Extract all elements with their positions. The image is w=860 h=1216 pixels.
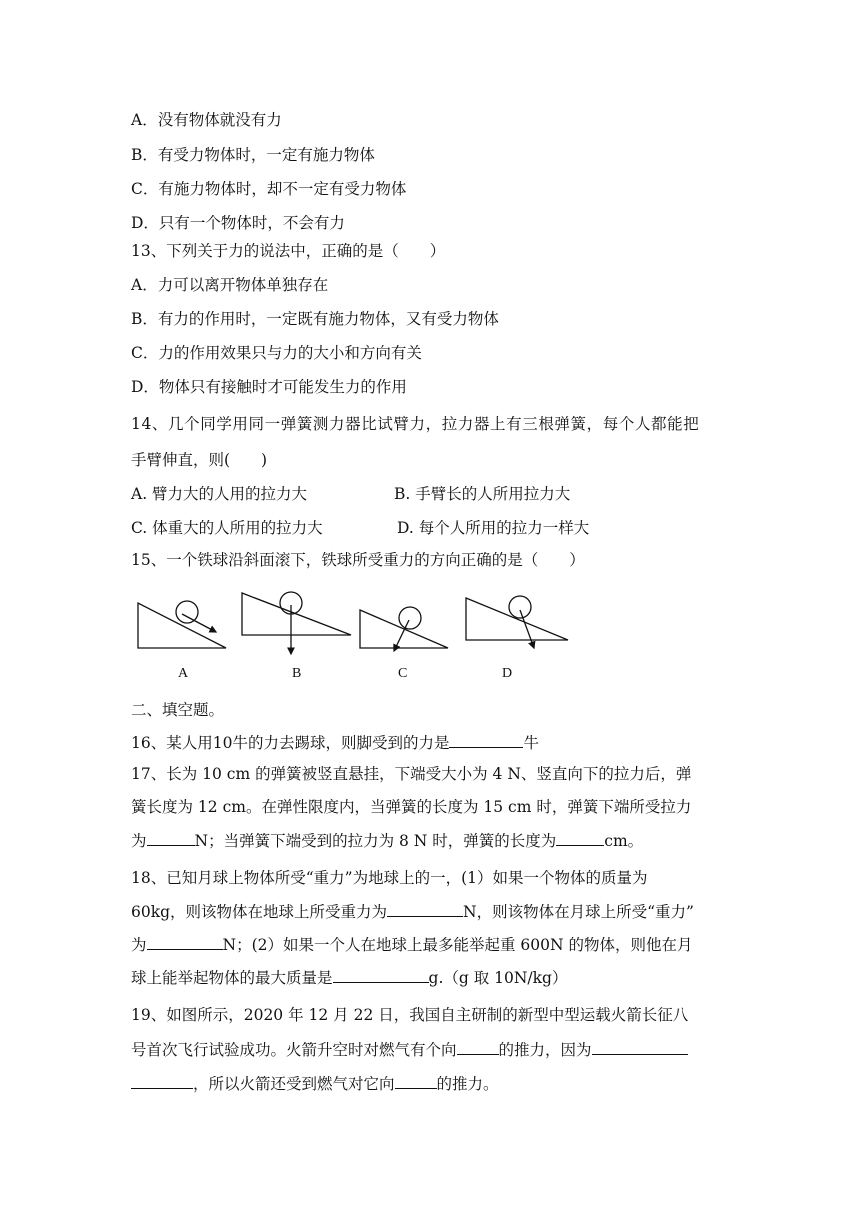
q18-line2 — [131, 901, 694, 922]
q14-stem-line1: 14、几个同学用同一弹簧测力器比试臂力，拉力器上有三根弹簧，每个人都能把 — [131, 415, 700, 433]
q19-blank-direction2[interactable] — [395, 1073, 437, 1089]
q17-line2: 簧长度为 12 cm。在弹性限度内，当弹簧的长度为 15 cm 时，弹簧下端所受拉力 — [131, 798, 692, 816]
q19-line2-text-a: 号首次飞行试验成功。火箭升空时对燃气有个向 — [131, 1041, 457, 1059]
figure-b-label: B — [292, 666, 302, 681]
q17-line1: 17、长为 10 cm 的弹簧被竖直悬挂，下端受大小为 4 N、竖直向下的拉力后，弹 — [131, 765, 692, 783]
q19-line2-text-b: 的推力，因为 — [498, 1041, 592, 1059]
q16-blank[interactable] — [449, 732, 523, 748]
q14-option-a: A. 臂力大的人用的拉力大 — [131, 485, 308, 503]
q18-line3 — [131, 934, 693, 955]
q12-option-c: C．有施力物体时，却不一定有受力物体 — [131, 180, 407, 198]
q18-line3-text-b: N；(2）如果一个人在地球上最多能举起重 600N 的物体，则他在月 — [222, 936, 693, 954]
q18-line4-text-a: 球上能举起物体的最大质量是 — [131, 969, 333, 987]
q19-line3-text-a: ，所以火箭还受到燃气对它向 — [193, 1075, 395, 1093]
q13-option-b: B．有力的作用时，一定既有施力物体，又有受力物体 — [131, 310, 499, 328]
q15-figures — [130, 588, 590, 688]
q18-line2-text-b: N，则该物体在月球上所受“重力” — [463, 903, 694, 921]
q13-stem: 13、下列关于力的说法中，正确的是（ ） — [131, 242, 446, 260]
q16-text: 16、某人用10牛的力去踢球，则脚受到的力是 — [131, 734, 450, 752]
figure-d — [466, 596, 568, 648]
q19-blank-reason-part1[interactable] — [592, 1039, 688, 1055]
q19-blank-direction1[interactable] — [457, 1039, 499, 1055]
figure-a — [138, 601, 226, 648]
q19-line3 — [131, 1073, 499, 1094]
q12-option-b: B．有受力物体时，一定有施力物体 — [131, 146, 375, 164]
q17-line3-text-a: 为 — [131, 832, 147, 850]
q19-blank-reason-part2[interactable] — [131, 1073, 193, 1089]
q14-stem-line2: 手臂伸直，则( ) — [131, 451, 268, 469]
q12-option-a: A．没有物体就没有力 — [131, 111, 282, 129]
q12-option-d: D．只有一个物体时，不会有力 — [131, 214, 345, 232]
figure-a-label: A — [178, 666, 189, 681]
q13-option-c: C．力的作用效果只与力的大小和方向有关 — [131, 344, 422, 362]
q19-line3-text-b: 的推力。 — [436, 1075, 499, 1093]
q18-line2-text-a: 60kg，则该物体在地球上所受重力为 — [131, 903, 388, 921]
q17-blank-force[interactable] — [147, 830, 195, 846]
q19-line1: 19、如图所示，2020 年 12 月 22 日，我国自主研制的新型中型运载火箭长征八 — [131, 1006, 689, 1024]
q15-stem: 15、一个铁球沿斜面滚下，铁球所受重力的方向正确的是（ ） — [131, 551, 585, 569]
q13-option-d: D．物体只有接触时才可能发生力的作用 — [131, 378, 407, 396]
q13-option-a: A．力可以离开物体单独存在 — [131, 276, 329, 294]
q18-line3-text-a: 为 — [131, 936, 147, 954]
q18-blank-moon-weight[interactable] — [147, 934, 223, 950]
q14-option-c: C. 体重大的人所用的拉力大 — [131, 519, 323, 537]
q18-blank-earth-weight[interactable] — [387, 901, 463, 917]
q18-line4-text-b: g.（g 取 10N/kg） — [428, 969, 568, 987]
q16-unit: 牛 — [523, 734, 539, 752]
figure-c-label: C — [398, 666, 408, 681]
q17-line3 — [131, 830, 643, 851]
figure-c — [360, 607, 448, 651]
q18-line1: 18、已知月球上物体所受“重力”为地球上的一，(1）如果一个物体的质量为 — [131, 869, 648, 887]
q16 — [131, 732, 539, 753]
q18-blank-max-mass[interactable] — [333, 967, 429, 983]
q17-line3-text-b: N；当弹簧下端受到的拉力为 8 N 时，弹簧的长度为 — [194, 832, 557, 850]
q18-line4 — [131, 967, 567, 988]
q14-option-d: D. 每个人所用的拉力一样大 — [397, 519, 590, 537]
q17-line3-text-c: cm。 — [604, 832, 644, 850]
q17-blank-length[interactable] — [556, 830, 604, 846]
q19-line2 — [131, 1039, 688, 1060]
section-title: 二、填空题。 — [131, 701, 225, 719]
figure-b — [242, 592, 351, 654]
q14-option-b: B. 手臂长的人所用拉力大 — [394, 485, 571, 503]
figure-d-label: D — [502, 666, 513, 681]
